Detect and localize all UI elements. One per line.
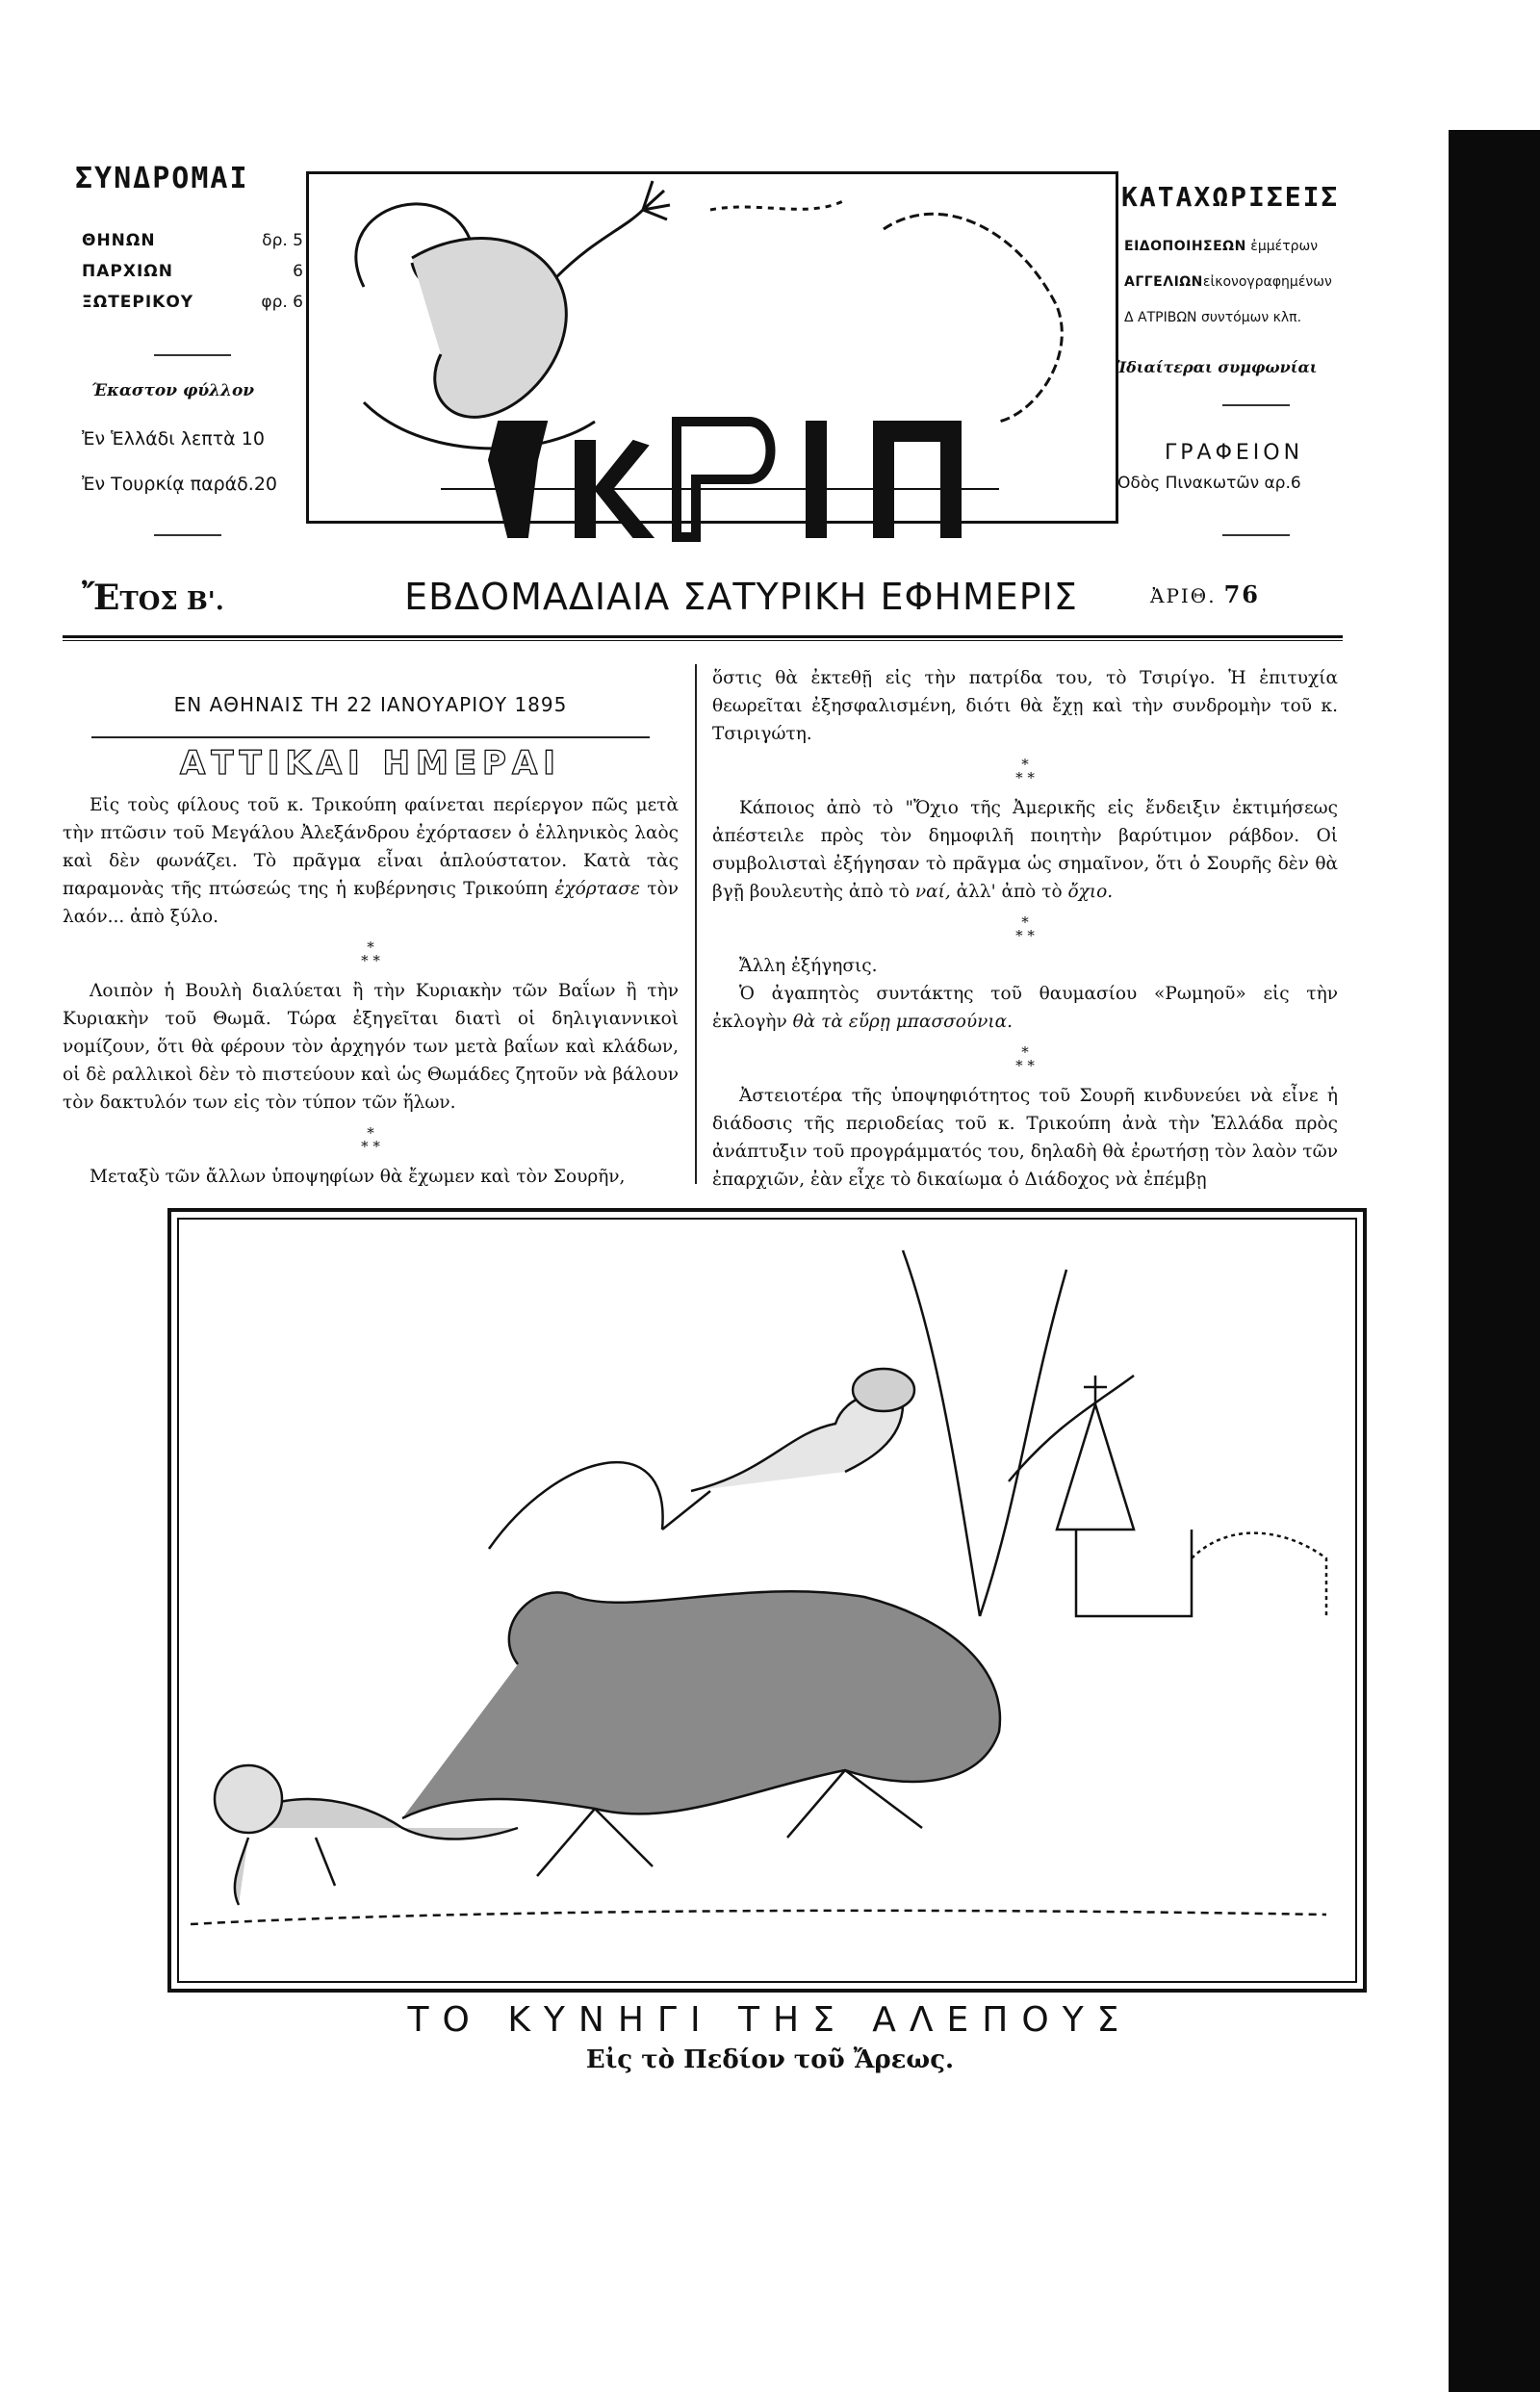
divider [154,354,231,356]
paragraph: Μεταξὺ τῶν ἄλλων ὑποψηφίων θὰ ἔχωμεν καὶ τὸν Σουρῆν, [90,1167,626,1187]
chapel [1057,1404,1192,1616]
chapel-cross [1084,1376,1107,1404]
ads-row: ΕΙΔΟΠΟΙΗΣΕΩΝ ἐμμέτρων [1124,239,1319,254]
subscription-row: ΘΗΝΩΝ δρ. 5 [82,231,303,250]
devil-claw [643,181,670,219]
fox-hunt-illustration [171,1212,1363,1989]
issue-number: ἈΡΙΘ. 76 [1150,580,1260,608]
paragraph: Εἰς τοὺς φίλους τοῦ κ. Τρικούπη φαίνεται περίεργον πῶς μετὰ τὴν πτῶσιν τοῦ Μεγάλου Ἀλεξάνδρου ἐχόρτασεν ὁ ἑλληνικὸς λαὸς καὶ δὲν φωνάζει. Τὸ πρᾶγμα εἶναι ἁπλούστατον. Κατὰ τὰς παραμονὰς τῆς πτώσεώς της ἡ κυβέρνησις Τρικούπη ἐχόρτασε τὸν λαόν... ἀπὸ ξύλο. [63,795,679,927]
column-divider [695,664,697,1184]
tree [903,1250,1134,1616]
dateline: ΕΝ ΑΘΗΝΑΙΣ ΤΗ 22 ΙΑΝΟΥΑΡΙΟΥ 1895 [173,693,568,716]
devil-arm [556,210,643,277]
subscription-row: ΠΑΡΧΙΩΝ 6 [82,262,303,281]
whip-handle [662,1491,710,1530]
smoke [710,200,845,210]
office-title: ΓΡΑΦΕΙΟΝ [1165,441,1304,465]
ads-row: Δ ΑΤΡΙΒΩΝ συντόμων κλπ. [1124,310,1302,325]
office-address: Ὁδὸς Πινακωτῶν αρ.6 [1116,474,1301,493]
subscription-row: ΞΩΤΕΡΙΚΟΥ φρ. 6 [82,293,303,312]
left-column [63,664,679,1191]
cartoon-subcaption: Εἰς τὸ Πεδίον τοῦ Ἄρεως. [585,2045,955,2074]
devil-body [412,239,566,418]
every-sheet-label: Έκαστον φύλλον [91,381,255,400]
section-title: ΑΤΤΙΚΑΙ ΗΜΕΡΑΙ [180,744,561,783]
asterism: * * * [361,1124,380,1155]
divider [1222,534,1290,536]
header-rule [63,635,1343,638]
special-agreements: Ἰδιαίτεραι συμφωνίαι [1116,358,1318,376]
devil-emblem [306,171,1115,556]
price-turkey: Ἐν Τουρκίᾳ παράδ.20 [82,474,278,495]
paragraph: Ὁ ἀγαπητὸς συντάκτης τοῦ θαυμασίου «Ρωμηοῦ» εἰς τὴν ἐκλογὴν θὰ τὰ εὕρῃ μπασσούνια. [712,984,1338,1032]
ads-title: ΚΑΤΑΧΩΡΙΣΕΙΣ [1121,181,1340,213]
subscriptions-title: ΣΥΝΔΡΟΜΑΙ [75,162,249,195]
asterism: * * * [1015,756,1035,786]
bushes [1192,1533,1326,1616]
horse [402,1591,1000,1818]
ground [191,1911,1326,1924]
right-column [712,664,1338,1194]
paragraph: ὅστις θὰ ἐκτεθῇ εἰς τὴν πατρίδα του, τὸ Τσιρίγο. Ἡ ἐπιτυχία θεωρεῖται ἐξησφαλισμένη, διότι θὰ ἔχῃ καὶ τὴν συνδρομὴν τοῦ κ. Τσιριγώτη. [712,668,1338,744]
price-greece: Ἐν Ἑλλάδι λεπτὰ 10 [82,428,265,450]
paragraph: Ἀστειοτέρα τῆς ὑποψηφιότητος τοῦ Σουρῆ κινδυνεύει νὰ εἶνε ἡ διάδοσις τῆς περιοδείας τοῦ κ. Τρικούπη ἀνὰ τὴν Ἑλλάδα πρὸς ἀνάπτυξιν τοῦ προγράμματός του, δηλαδὴ θὰ ἐρωτήσῃ τὸν λαὸν τῶν ἐπαρχιῶν, ἐὰν εἶχε τὸ δικαίωμα ὁ Διάδοχος νὰ ἐπέμβῃ [712,1086,1338,1190]
rider-cap [853,1369,914,1411]
divider [154,534,221,536]
cartoon-caption: ΤΟ ΚΥΝΗΓΙ ΤΗΣ ΑΛΕΠΟΥΣ [407,2000,1133,2040]
newspaper-subtitle: ΕΒΔΟΜΑΔΙΑΙΑ ΣΑΤΥΡΙΚΗ ΕΦΗΜΕΡΙΣ [404,576,1078,618]
whip-loop [489,1462,663,1549]
asterism: * * * [361,939,380,969]
header-rule-thin [63,640,1343,641]
ads-row: ΑΓΓΕΛΙΩΝεἰκονογραφημένων [1124,274,1332,290]
divider [1222,404,1290,406]
divider [91,736,650,738]
cartoon-frame [167,1208,1367,1993]
year-label: ἜΤΟΣ Β'. [82,578,224,618]
smoke-cloud [884,214,1062,422]
paragraph: Λοιπὸν ἡ Βουλὴ διαλύεται ἢ τὴν Κυριακὴν τῶν Βαΐων ἢ τὴν Κυριακὴν τοῦ Θωμᾶ. Τώρα ἐξηγεῖται διατὶ οἱ δηλιγιαννικοὶ νομίζουν, ὅτι θὰ φέρουν τὸν ἀρχηγόν των μετὰ βαΐων καὶ κλάδων, οἱ δὲ ραλλικοὶ δὲν τὸ πιστεύουν καὶ ὡς Θωμάδες ζητοῦν νὰ βάλουν τὸν δακτυλόν των εἰς τὸν τύπον τῶν ἥλων. [63,981,679,1113]
asterism: * * * [1015,1043,1035,1074]
masthead-illustration [306,171,1115,556]
paragraph: Ἄλλη ἐξήγησις. [739,956,878,976]
asterism: * * * [1015,913,1035,944]
fox-head [215,1765,282,1833]
paragraph: Κάποιος ἀπὸ τὸ "Ὄχιο τῆς Ἀμερικῆς εἰς ἔνδειξιν ἐκτιμήσεως ἀπέστειλε πρὸς τὸν δημοφιλῆ ποιητὴν βαρύτιμον ράβδον. Οἱ συμβολισταὶ ἐξήγησαν τὸ πρᾶγμα ὡς σημαῖνον, ὅτι ὁ Σουρῆς δὲν θὰ βγῇ βουλευτὴς ἀπὸ τὸ ναί, ἀλλ' ἀπὸ τὸ ὄχιο. [712,798,1338,902]
